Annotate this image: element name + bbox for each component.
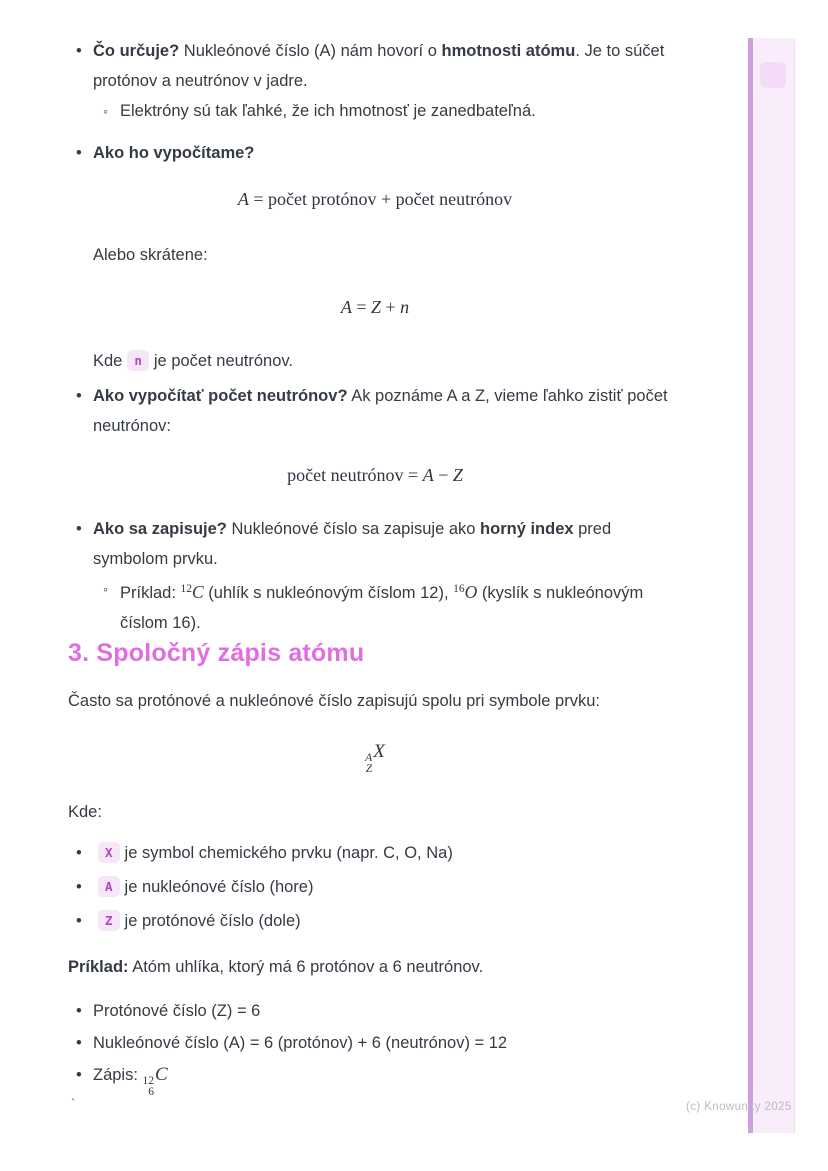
- faint-watermark-square: [760, 62, 786, 88]
- math-element-symbol: C: [155, 1064, 168, 1085]
- body-text: Nukleónové číslo (A) nám hovorí o: [179, 42, 442, 60]
- section-neutron-count: [68, 381, 682, 453]
- body-text: Kde: [93, 352, 123, 370]
- math-element-symbol: C: [192, 582, 204, 602]
- section-example-results: [68, 996, 682, 1099]
- sub-list-item: [120, 574, 682, 638]
- math-var: A: [340, 297, 352, 317]
- math-var: X: [373, 741, 385, 762]
- bold-lead: Príklad:: [68, 958, 129, 976]
- list-item: [93, 840, 682, 867]
- sub-list: [93, 96, 682, 126]
- formula-azx: [68, 738, 682, 774]
- body-text: pred symbolom prvku.: [93, 520, 612, 568]
- body-text: Atóm uhlíka, ktorý má 6 protónov a 6 neutrónov.: [128, 958, 484, 976]
- math-var: Z: [370, 297, 381, 317]
- section-nucleon-number: [68, 36, 682, 180]
- list-item: [93, 908, 682, 935]
- stray-backtick: `: [71, 1096, 76, 1111]
- paragraph-kde-n: [93, 346, 707, 376]
- body-text: Nukleónové číslo (A) = 6 (protónov) + 6 (neutrónov) = 12: [93, 1034, 508, 1052]
- code-badge-x: X: [98, 842, 120, 863]
- body-text: Nukleónové číslo sa zapisuje ako: [226, 520, 481, 538]
- list-item: [93, 36, 682, 126]
- body-text: (uhlík s nukleónovým číslom 12),: [203, 584, 454, 602]
- sub-list: [93, 574, 682, 638]
- formula-mass-number-sum: [68, 186, 682, 212]
- section-symbol-legend: [68, 840, 682, 942]
- body-text: Príklad:: [120, 584, 181, 602]
- list-item: [93, 996, 682, 1026]
- paragraph-alebo: [93, 240, 707, 270]
- sub-list-item: [120, 96, 682, 126]
- math-prescripts: [143, 1076, 155, 1097]
- bullet-list-final: [68, 996, 682, 1097]
- bullet-list: [68, 514, 682, 638]
- math-prescripts: [365, 753, 372, 774]
- math-text: počet neutrónov =: [287, 465, 423, 485]
- bullet-list: [68, 381, 682, 441]
- paragraph-priklad: [68, 952, 682, 982]
- math-op: +: [381, 297, 401, 317]
- math-prescript-top: 12: [142, 1075, 155, 1087]
- body-text: Ak poznáme A a Z, vieme ľahko zistiť počet neutrónov:: [93, 387, 668, 435]
- list-item: [93, 514, 682, 638]
- math-op: =: [351, 297, 371, 317]
- bold-lead: Ako vypočítať počet neutrónov?: [93, 387, 348, 405]
- body-text: Alebo skrátene:: [93, 246, 208, 264]
- math-var: Z: [452, 465, 463, 485]
- body-text: je počet neutrónov.: [153, 352, 294, 370]
- bullet-list-top: [68, 36, 682, 168]
- math-var: A: [422, 465, 434, 485]
- math-element-symbol: O: [464, 582, 478, 602]
- math-superscript: 16: [453, 583, 465, 595]
- list-item: [93, 381, 682, 441]
- body-text: je protónové číslo (dole): [124, 912, 301, 930]
- math-op: −: [433, 465, 453, 485]
- body-text: Elektróny sú tak ľahké, že ich hmotnosť je zanedbateľná.: [120, 102, 536, 120]
- bold-lead: Ako sa zapisuje?: [93, 520, 227, 538]
- formula-a-z-n: [68, 294, 682, 320]
- bold-lead: Čo určuje?: [93, 42, 180, 60]
- math-prescript-top: A: [365, 752, 373, 764]
- code-badge-a: A: [98, 876, 120, 897]
- body-text: . Je to súčet protónov a neutrónov v jadre.: [93, 42, 665, 90]
- section-heading-spolocny-zapis: 3. Spoločný zápis atómu: [68, 639, 365, 667]
- math-var: n: [400, 297, 410, 317]
- copyright-watermark: (c) Knowunity 2025: [686, 1101, 792, 1113]
- body-text: Protónové číslo (Z) = 6: [93, 1002, 261, 1020]
- code-badge-n: n: [127, 350, 149, 371]
- paragraph-casto: Často sa protónové a nukleónové číslo zapisujú spolu pri symbole prvku:: [68, 692, 600, 710]
- bold-inline: hmotnosti atómu: [441, 42, 576, 60]
- math-superscript: 12: [180, 583, 193, 595]
- section-notation: [68, 514, 682, 650]
- body-text: (kyslík s nukleónovým číslom 16).: [120, 584, 644, 632]
- bold-lead: Ako ho vypočítame?: [93, 144, 255, 162]
- body-text: Zápis:: [93, 1066, 143, 1084]
- math-prescript-bottom: Z: [365, 762, 373, 775]
- math-prescript-bottom: 6: [148, 1085, 155, 1098]
- bullet-list-badges: [68, 840, 682, 935]
- formula-neutrons: [68, 462, 682, 488]
- math-var: A: [237, 189, 249, 209]
- body-text: je nukleónové číslo (hore): [124, 878, 314, 896]
- pink-accent-bar: [748, 38, 795, 1133]
- paragraph-kde: Kde:: [68, 803, 102, 821]
- list-item: [93, 138, 682, 168]
- list-item: [93, 1060, 682, 1097]
- body-text: je symbol chemického prvku (napr. C, O, Na): [124, 844, 453, 862]
- list-item: [93, 1028, 682, 1058]
- math-text: = počet protónov + počet neutrónov: [248, 189, 513, 209]
- code-badge-z: Z: [98, 910, 120, 931]
- bold-inline: horný index: [480, 520, 574, 538]
- list-item: [93, 874, 682, 901]
